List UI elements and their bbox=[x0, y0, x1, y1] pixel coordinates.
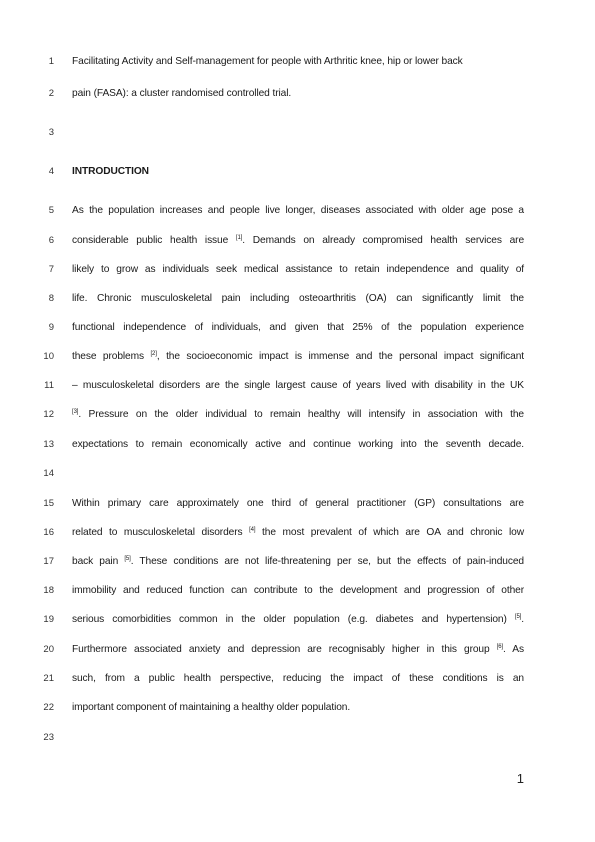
citation-ref: [5] bbox=[514, 614, 522, 620]
line-number: 1 bbox=[48, 56, 54, 67]
line-text bbox=[72, 641, 524, 660]
line-text bbox=[72, 699, 524, 717]
text-line bbox=[0, 290, 595, 308]
line-text bbox=[72, 406, 524, 425]
text-run: INTRODUCTION bbox=[72, 166, 149, 177]
text-run: pain (FASA): a cluster randomised controlled trial. bbox=[72, 88, 292, 99]
text-line bbox=[0, 641, 595, 659]
line-text bbox=[72, 261, 524, 279]
text-run: functional independence of individuals, and given that 25% of the population experience bbox=[72, 322, 524, 333]
text-run: related to musculoskeletal disorders bbox=[72, 527, 250, 538]
line-text bbox=[72, 495, 524, 513]
line-text bbox=[72, 290, 524, 308]
text-line bbox=[0, 611, 595, 629]
citation-ref: [3] bbox=[72, 409, 79, 415]
text-line bbox=[0, 163, 595, 181]
text-run: likely to grow as individuals seek medical assistance to retain independence and quality of bbox=[72, 264, 524, 275]
text-run: the most prevalent of which are OA and chronic low bbox=[255, 527, 524, 538]
line-text bbox=[72, 553, 524, 572]
text-run: . These conditions are not life-threatening per se, but the effects of pain-induced bbox=[130, 556, 524, 567]
line-number: 22 bbox=[43, 702, 54, 713]
line-number: 2 bbox=[48, 88, 54, 99]
text-run: back pain bbox=[72, 556, 125, 567]
line-text bbox=[72, 348, 524, 367]
line-number: 17 bbox=[43, 556, 54, 567]
text-line bbox=[0, 124, 595, 142]
citation-ref: [1] bbox=[235, 235, 243, 241]
text-line bbox=[0, 232, 595, 250]
text-run: . bbox=[521, 614, 524, 625]
text-line bbox=[0, 729, 595, 747]
text-line bbox=[0, 348, 595, 366]
line-number: 4 bbox=[48, 166, 54, 177]
text-line bbox=[0, 553, 595, 571]
line-text bbox=[72, 202, 524, 220]
text-run: . Demands on already compromised health services are bbox=[242, 235, 525, 246]
text-line bbox=[0, 319, 595, 337]
text-line bbox=[0, 377, 595, 395]
text-line bbox=[0, 465, 595, 483]
text-run: such, from a public health perspective, reducing the impact of these conditions is an bbox=[72, 673, 524, 684]
text-run: As the population increases and people live longer, diseases associated with older age pose a bbox=[72, 205, 524, 216]
line-text bbox=[72, 670, 524, 688]
line-number: 20 bbox=[43, 644, 54, 655]
line-text bbox=[72, 436, 524, 454]
text-run: Furthermore associated anxiety and depression are recognisably higher in this group bbox=[72, 644, 497, 655]
citation-ref: [2] bbox=[150, 351, 157, 357]
line-number: 11 bbox=[44, 380, 54, 391]
text-run: , the socioeconomic impact is immense and the personal impact significant bbox=[156, 351, 524, 362]
text-line bbox=[0, 53, 595, 71]
text-line bbox=[0, 670, 595, 688]
text-run: Facilitating Activity and Self-management for people with Arthritic knee, hip or lower back bbox=[72, 56, 463, 67]
line-number: 21 bbox=[43, 673, 54, 684]
text-run: important component of maintaining a healthy older population. bbox=[72, 702, 351, 713]
line-text bbox=[72, 377, 524, 395]
line-text bbox=[72, 232, 524, 251]
citation-ref: [6] bbox=[496, 644, 504, 650]
line-number: 10 bbox=[43, 351, 54, 362]
citation-ref: [5] bbox=[124, 556, 131, 562]
text-run: expectations to remain economically active and continue working into the seventh decade. bbox=[72, 439, 524, 450]
text-run: life. Chronic musculoskeletal pain including osteoarthritis (OA) can significantly limit the bbox=[72, 293, 524, 304]
line-number: 6 bbox=[48, 235, 54, 246]
text-run: immobility and reduced function can contribute to the development and progression of other bbox=[72, 585, 524, 596]
line-number: 19 bbox=[43, 614, 54, 625]
line-number: 7 bbox=[48, 264, 54, 275]
text-run: . As bbox=[503, 644, 524, 655]
text-line bbox=[0, 495, 595, 513]
text-line bbox=[0, 261, 595, 279]
line-text bbox=[72, 85, 524, 103]
line-number: 13 bbox=[43, 439, 54, 450]
text-line bbox=[0, 85, 595, 103]
line-number: 15 bbox=[43, 498, 54, 509]
line-number: 16 bbox=[43, 527, 54, 538]
line-number: 9 bbox=[48, 322, 54, 333]
line-text bbox=[72, 53, 524, 71]
text-line bbox=[0, 699, 595, 717]
text-line bbox=[0, 202, 595, 220]
line-text bbox=[72, 611, 524, 630]
citation-ref: [4] bbox=[249, 527, 256, 533]
line-number: 18 bbox=[43, 585, 54, 596]
text-run: – musculoskeletal disorders are the single largest cause of years lived with disability in the UK bbox=[72, 380, 524, 391]
text-run: considerable public health issue bbox=[72, 235, 236, 246]
text-line bbox=[0, 524, 595, 542]
page-number: 1 bbox=[516, 771, 524, 786]
text-line bbox=[0, 406, 595, 424]
line-number: 14 bbox=[43, 468, 54, 479]
line-number: 8 bbox=[48, 293, 54, 304]
line-number: 23 bbox=[43, 732, 54, 743]
line-number: 5 bbox=[48, 205, 54, 216]
line-number: 3 bbox=[48, 127, 54, 138]
text-run: Within primary care approximately one third of general practitioner (GP) consultations are bbox=[72, 498, 524, 509]
line-text bbox=[72, 319, 524, 337]
line-text bbox=[72, 524, 524, 543]
text-run: . Pressure on the older individual to remain healthy will intensify in association with the bbox=[78, 409, 524, 420]
text-line bbox=[0, 436, 595, 454]
line-text bbox=[72, 582, 524, 600]
text-run: these problems bbox=[72, 351, 151, 362]
text-line bbox=[0, 582, 595, 600]
text-run: serious comorbidities common in the older population (e.g. diabetes and hypertension) bbox=[72, 614, 515, 625]
line-number: 12 bbox=[43, 409, 54, 420]
section-heading bbox=[72, 163, 524, 181]
